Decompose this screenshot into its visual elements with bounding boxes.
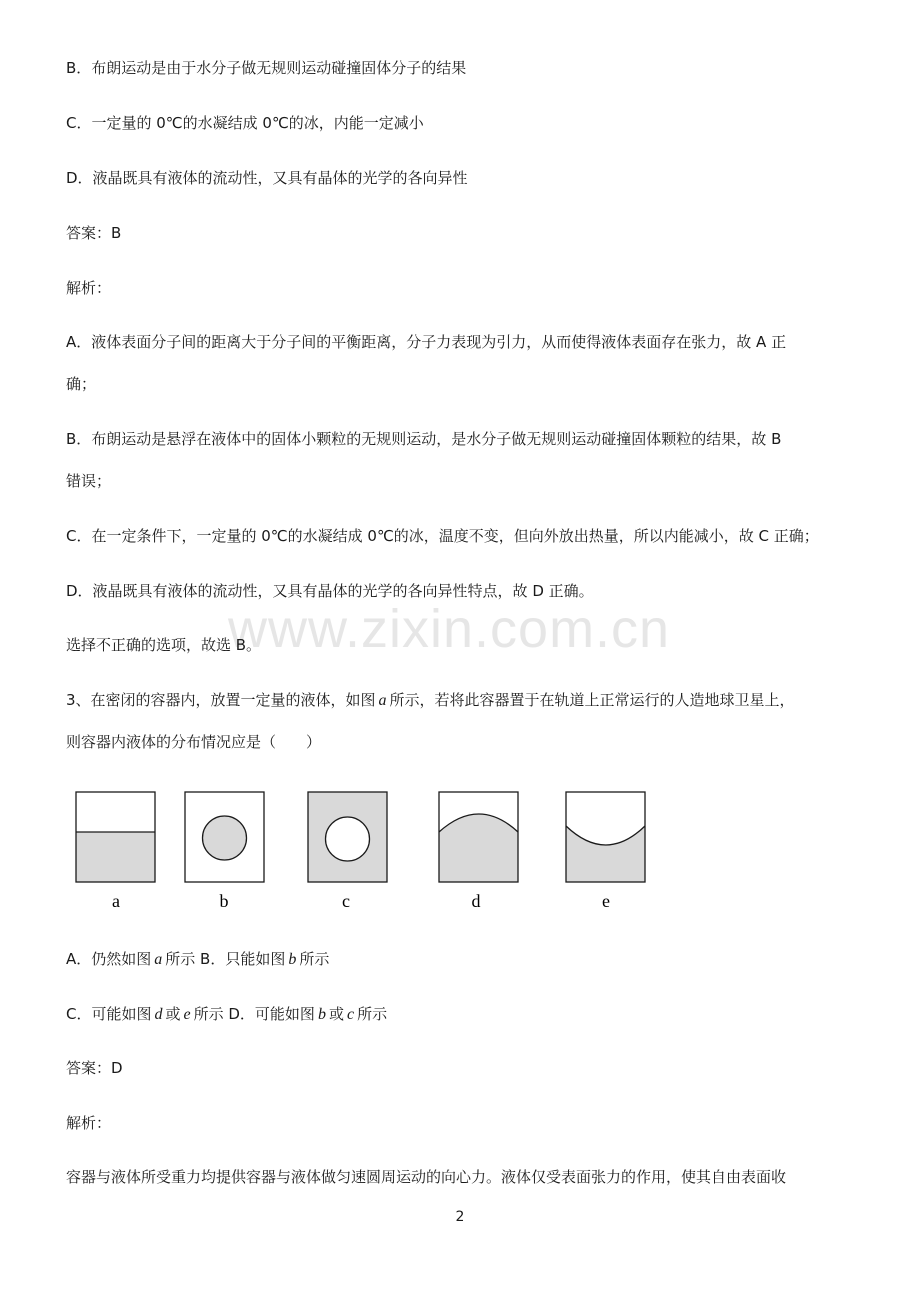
option-c-line: C．一定量的 0℃的水凝结成 0℃的冰，内能一定减小 xyxy=(66,114,424,132)
option-b-line: B．布朗运动是由于水分子做无规则运动碰撞固体分子的结果 xyxy=(66,59,467,77)
options-cd-line xyxy=(66,1003,387,1026)
analysis-q3-line: 容器与液体所受重力均提供容器与液体做匀速圆周运动的向心力。液体仅受表面张力的作用，使其自由表面收 xyxy=(66,1168,787,1186)
opt-c-pre: C．可能如图 xyxy=(66,1005,152,1023)
label-d: d xyxy=(471,891,481,911)
opt-b-post: 所示 xyxy=(299,950,330,968)
figure-c xyxy=(308,792,387,882)
q3-text-pre: 3、在密闭的容器内，放置一定量的液体，如图 xyxy=(66,691,376,709)
opt-d-post: 所示 xyxy=(357,1005,388,1023)
analysis-b-line: B．布朗运动是悬浮在液体中的固体小颗粒的无规则运动，是水分子做无规则运动碰撞固体颗粒的结果，故 B xyxy=(66,430,782,448)
opt-d-var-b: b xyxy=(317,1006,326,1023)
figure-a xyxy=(76,792,155,882)
opt-d-or: 或 xyxy=(328,1005,344,1023)
answer-line-q3: 答案：D xyxy=(66,1059,123,1077)
opt-c-var-e: e xyxy=(183,1006,191,1023)
analysis-heading: 解析： xyxy=(66,279,112,297)
watermark: www.zixin.com.cn xyxy=(228,599,671,659)
page-number: 2 xyxy=(455,1209,465,1225)
opt-a-mid: 所示 B．只能如图 xyxy=(165,950,286,968)
opt-d-var-c: c xyxy=(346,1006,355,1023)
analysis-a-cont: 确； xyxy=(66,375,97,393)
analysis-a-line: A．液体表面分子间的距离大于分子间的平衡距离，分子力表现为引力，从而使得液体表面存在张力，故 A 正 xyxy=(66,333,787,351)
label-c: c xyxy=(342,891,350,911)
container-figure xyxy=(72,788,662,918)
analysis-d-line: D．液晶既具有液体的流动性，又具有晶体的光学的各向异性特点，故 D 正确。 xyxy=(66,582,594,600)
question-3-line1 xyxy=(66,689,795,712)
liquid-d xyxy=(439,814,518,882)
liquid-a xyxy=(76,832,155,882)
figure-e xyxy=(566,792,645,882)
opt-c-var-d: d xyxy=(154,1006,163,1023)
q3-text-post: 所示，若将此容器置于在轨道上正常运行的人造地球卫星上， xyxy=(389,691,795,709)
q3-var-a: a xyxy=(378,692,387,709)
label-e: e xyxy=(602,891,610,911)
figure-b xyxy=(185,792,264,882)
option-d-line: D．液晶既具有液体的流动性，又具有晶体的光学的各向异性 xyxy=(66,169,468,187)
conclusion-line: 选择不正确的选项，故选 B。 xyxy=(66,636,262,654)
droplet-b xyxy=(203,816,247,860)
label-a: a xyxy=(112,891,120,911)
question-3-line2: 则容器内液体的分布情况应是（ ） xyxy=(66,733,322,751)
opt-c-or: 或 xyxy=(165,1005,181,1023)
liquid-e xyxy=(566,826,645,882)
label-b: b xyxy=(219,891,229,911)
opt-a-pre: A．仍然如图 xyxy=(66,950,152,968)
options-ab-line xyxy=(66,948,329,971)
analysis-b-cont: 错误； xyxy=(66,472,112,490)
opt-b-var: b xyxy=(288,951,297,968)
opt-c-mid: 所示 D．可能如图 xyxy=(193,1005,315,1023)
bubble-c xyxy=(326,817,370,861)
figure-d xyxy=(439,792,518,882)
opt-a-var: a xyxy=(154,951,163,968)
analysis-c-line: C．在一定条件下，一定量的 0℃的水凝结成 0℃的冰，温度不变，但向外放出热量，所以内能减小，故 C 正确； xyxy=(66,527,819,545)
answer-line: 答案：B xyxy=(66,224,122,242)
analysis-heading-q3: 解析： xyxy=(66,1114,112,1132)
